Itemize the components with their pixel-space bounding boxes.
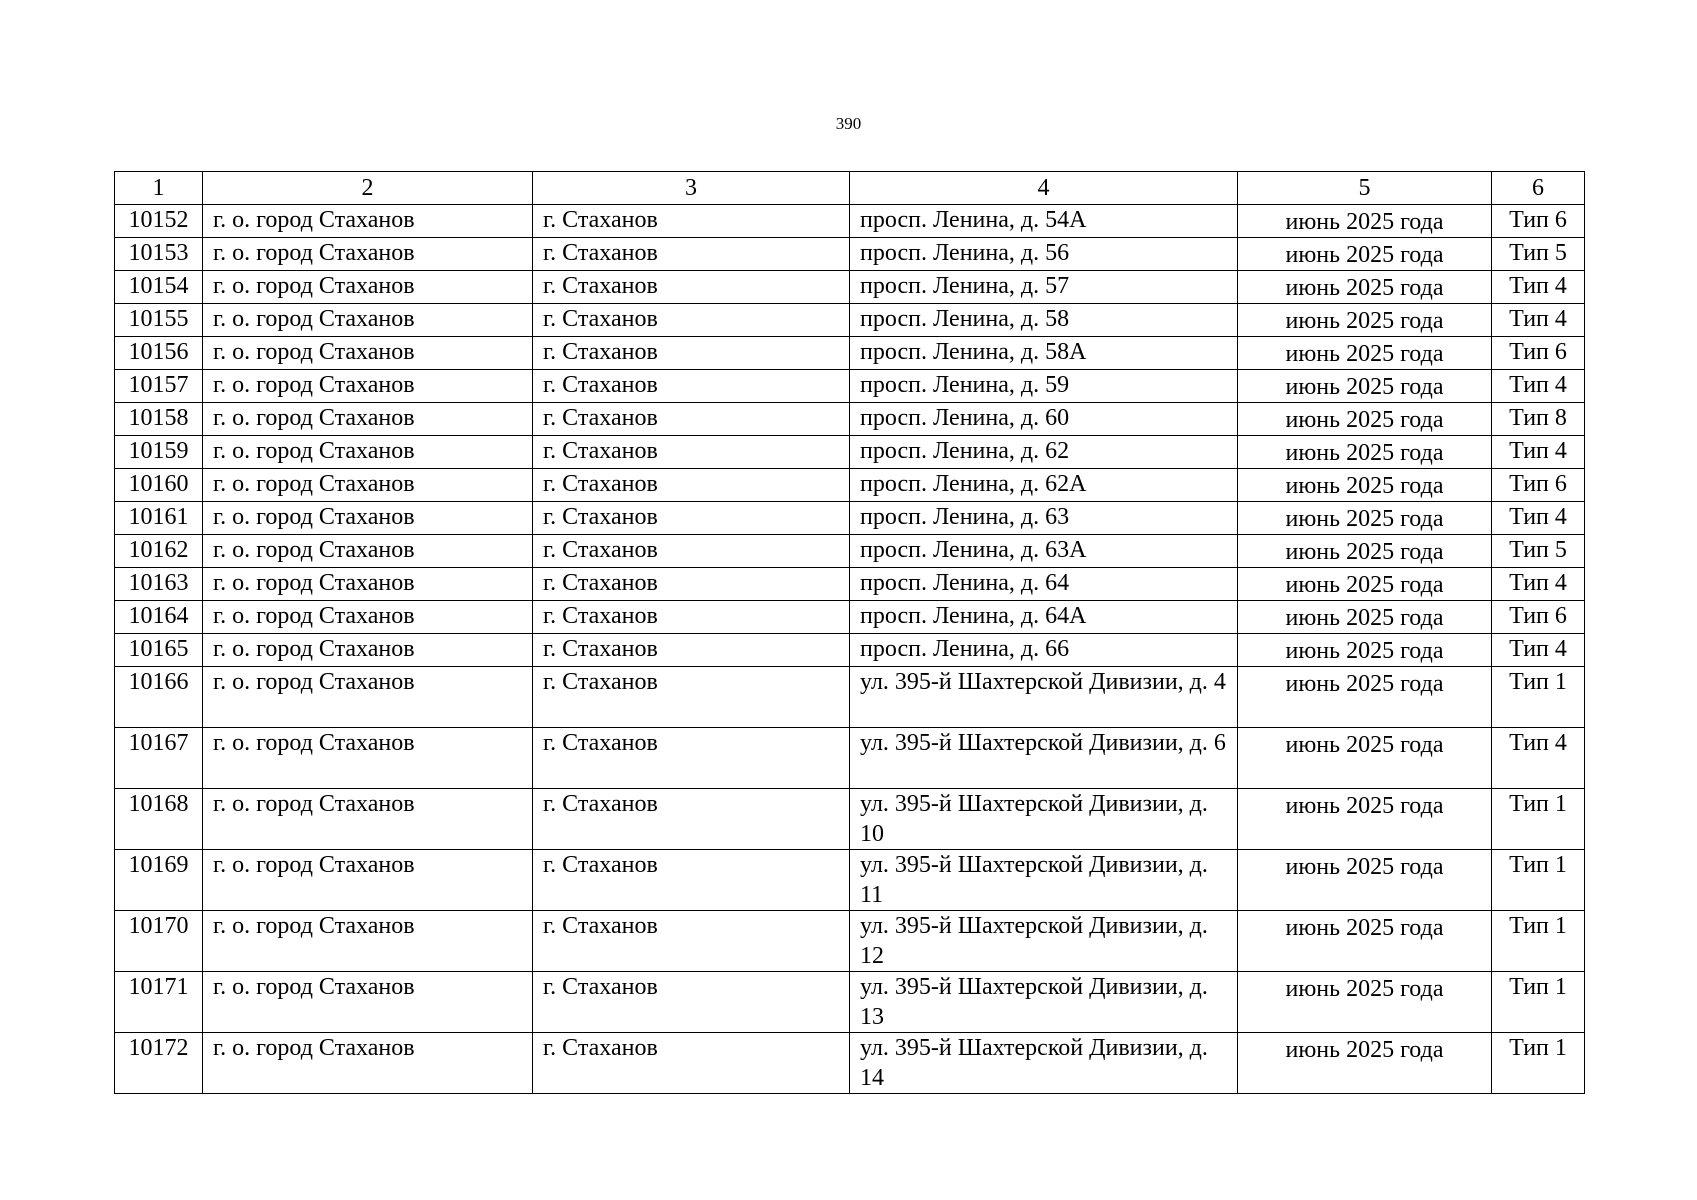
column-header-5: 5	[1238, 172, 1492, 205]
table-row	[115, 370, 1585, 403]
page-number: 390	[835, 114, 862, 133]
date-text: июнь 2025 года	[1285, 572, 1444, 598]
city-cell: г. Стаханов	[533, 667, 850, 728]
city-cell: г. Стаханов	[533, 1033, 850, 1094]
city-cell: г. Стаханов	[533, 789, 850, 850]
type-cell: Тип 4	[1492, 568, 1585, 601]
column-header-2: 2	[203, 172, 533, 205]
row-number-cell: 10152	[115, 205, 203, 238]
address-cell: ул. 395-й Шахтерской Дивизии, д. 4	[850, 667, 1238, 728]
date-text: июнь 2025 года	[1285, 440, 1444, 466]
date-text: июнь 2025 года	[1285, 1037, 1444, 1063]
row-number-cell: 10154	[115, 271, 203, 304]
district-cell: г. о. город Стаханов	[203, 789, 533, 850]
type-cell: Тип 6	[1492, 469, 1585, 502]
table-row	[115, 469, 1585, 502]
date-cell	[1238, 535, 1492, 568]
district-cell: г. о. город Стаханов	[203, 370, 533, 403]
district-cell: г. о. город Стаханов	[203, 304, 533, 337]
date-cell	[1238, 1033, 1492, 1094]
district-cell: г. о. город Стаханов	[203, 601, 533, 634]
row-number-cell: 10165	[115, 634, 203, 667]
type-cell: Тип 1	[1492, 789, 1585, 850]
address-cell: просп. Ленина, д. 58	[850, 304, 1238, 337]
district-cell: г. о. город Стаханов	[203, 337, 533, 370]
date-text: июнь 2025 года	[1285, 275, 1444, 301]
row-number-cell: 10161	[115, 502, 203, 535]
date-cell	[1238, 304, 1492, 337]
address-cell: просп. Ленина, д. 60	[850, 403, 1238, 436]
table-row	[115, 535, 1585, 568]
table-row	[115, 1033, 1585, 1094]
city-cell: г. Стаханов	[533, 535, 850, 568]
city-cell: г. Стаханов	[533, 205, 850, 238]
city-cell: г. Стаханов	[533, 370, 850, 403]
table-row	[115, 850, 1585, 911]
district-cell: г. о. город Стаханов	[203, 469, 533, 502]
type-cell: Тип 5	[1492, 535, 1585, 568]
date-cell	[1238, 972, 1492, 1033]
type-cell: Тип 1	[1492, 911, 1585, 972]
city-cell: г. Стаханов	[533, 337, 850, 370]
date-text: июнь 2025 года	[1285, 506, 1444, 532]
date-cell	[1238, 238, 1492, 271]
date-text: июнь 2025 года	[1285, 976, 1444, 1002]
address-cell: просп. Ленина, д. 56	[850, 238, 1238, 271]
district-cell: г. о. город Стаханов	[203, 972, 533, 1033]
table-row	[115, 728, 1585, 789]
type-cell: Тип 1	[1492, 1033, 1585, 1094]
district-cell: г. о. город Стаханов	[203, 568, 533, 601]
address-cell: ул. 395-й Шахтерской Дивизии, д. 11	[850, 850, 1238, 911]
type-cell: Тип 4	[1492, 634, 1585, 667]
row-number-cell: 10163	[115, 568, 203, 601]
date-text: июнь 2025 года	[1285, 638, 1444, 664]
city-cell: г. Стаханов	[533, 469, 850, 502]
city-cell: г. Стаханов	[533, 304, 850, 337]
table-body	[115, 205, 1585, 1094]
table-row	[115, 205, 1585, 238]
district-cell: г. о. город Стаханов	[203, 502, 533, 535]
table-row	[115, 911, 1585, 972]
district-cell: г. о. город Стаханов	[203, 634, 533, 667]
address-cell: просп. Ленина, д. 59	[850, 370, 1238, 403]
row-number-cell: 10162	[115, 535, 203, 568]
date-cell	[1238, 205, 1492, 238]
row-number-cell: 10159	[115, 436, 203, 469]
city-cell: г. Стаханов	[533, 634, 850, 667]
row-number-cell: 10172	[115, 1033, 203, 1094]
row-number-cell: 10156	[115, 337, 203, 370]
city-cell: г. Стаханов	[533, 568, 850, 601]
city-cell: г. Стаханов	[533, 972, 850, 1033]
date-cell	[1238, 271, 1492, 304]
address-cell: просп. Ленина, д. 62А	[850, 469, 1238, 502]
date-text: июнь 2025 года	[1285, 793, 1444, 819]
table-row	[115, 972, 1585, 1033]
type-cell: Тип 1	[1492, 972, 1585, 1033]
table-row	[115, 304, 1585, 337]
date-cell	[1238, 667, 1492, 728]
row-number-cell: 10170	[115, 911, 203, 972]
type-cell: Тип 1	[1492, 667, 1585, 728]
table-row	[115, 601, 1585, 634]
table-row	[115, 502, 1585, 535]
date-cell	[1238, 911, 1492, 972]
type-cell: Тип 4	[1492, 502, 1585, 535]
date-text: июнь 2025 года	[1285, 605, 1444, 631]
row-number-cell: 10169	[115, 850, 203, 911]
table-header	[115, 172, 1585, 205]
date-text: июнь 2025 года	[1285, 407, 1444, 433]
city-cell: г. Стаханов	[533, 238, 850, 271]
header-row	[115, 172, 1585, 205]
district-cell: г. о. город Стаханов	[203, 403, 533, 436]
date-cell	[1238, 502, 1492, 535]
address-cell: ул. 395-й Шахтерской Дивизии, д. 13	[850, 972, 1238, 1033]
date-cell	[1238, 403, 1492, 436]
column-header-6: 6	[1492, 172, 1585, 205]
date-text: июнь 2025 года	[1285, 915, 1444, 941]
date-text: июнь 2025 года	[1285, 209, 1444, 235]
date-text: июнь 2025 года	[1285, 854, 1444, 880]
register-table	[114, 171, 1585, 1094]
address-cell: просп. Ленина, д. 57	[850, 271, 1238, 304]
column-header-1: 1	[115, 172, 203, 205]
district-cell: г. о. город Стаханов	[203, 436, 533, 469]
table-row	[115, 436, 1585, 469]
table-row	[115, 271, 1585, 304]
date-text: июнь 2025 года	[1285, 341, 1444, 367]
type-cell: Тип 8	[1492, 403, 1585, 436]
district-cell: г. о. город Стаханов	[203, 1033, 533, 1094]
date-cell	[1238, 337, 1492, 370]
address-cell: ул. 395-й Шахтерской Дивизии, д. 14	[850, 1033, 1238, 1094]
city-cell: г. Стаханов	[533, 850, 850, 911]
date-cell	[1238, 850, 1492, 911]
address-cell: просп. Ленина, д. 54А	[850, 205, 1238, 238]
type-cell: Тип 6	[1492, 601, 1585, 634]
column-header-4: 4	[850, 172, 1238, 205]
type-cell: Тип 6	[1492, 205, 1585, 238]
row-number-cell: 10164	[115, 601, 203, 634]
address-cell: ул. 395-й Шахтерской Дивизии, д. 12	[850, 911, 1238, 972]
row-number-cell: 10168	[115, 789, 203, 850]
district-cell: г. о. город Стаханов	[203, 535, 533, 568]
type-cell: Тип 4	[1492, 304, 1585, 337]
row-number-cell: 10153	[115, 238, 203, 271]
type-cell: Тип 4	[1492, 728, 1585, 789]
address-cell: ул. 395-й Шахтерской Дивизии, д. 6	[850, 728, 1238, 789]
table-row	[115, 568, 1585, 601]
type-cell: Тип 6	[1492, 337, 1585, 370]
district-cell: г. о. город Стаханов	[203, 667, 533, 728]
district-cell: г. о. город Стаханов	[203, 850, 533, 911]
address-cell: просп. Ленина, д. 63А	[850, 535, 1238, 568]
row-number-cell: 10171	[115, 972, 203, 1033]
type-cell: Тип 4	[1492, 370, 1585, 403]
date-text: июнь 2025 года	[1285, 242, 1444, 268]
date-cell	[1238, 634, 1492, 667]
city-cell: г. Стаханов	[533, 436, 850, 469]
district-cell: г. о. город Стаханов	[203, 728, 533, 789]
table-row	[115, 238, 1585, 271]
district-cell: г. о. город Стаханов	[203, 238, 533, 271]
city-cell: г. Стаханов	[533, 502, 850, 535]
table-row	[115, 337, 1585, 370]
address-cell: ул. 395-й Шахтерской Дивизии, д. 10	[850, 789, 1238, 850]
address-cell: просп. Ленина, д. 58А	[850, 337, 1238, 370]
date-cell	[1238, 789, 1492, 850]
row-number-cell: 10157	[115, 370, 203, 403]
table-row	[115, 403, 1585, 436]
row-number-cell: 10158	[115, 403, 203, 436]
city-cell: г. Стаханов	[533, 601, 850, 634]
date-text: июнь 2025 года	[1285, 374, 1444, 400]
type-cell: Тип 4	[1492, 271, 1585, 304]
date-text: июнь 2025 года	[1285, 732, 1444, 758]
district-cell: г. о. город Стаханов	[203, 271, 533, 304]
type-cell: Тип 1	[1492, 850, 1585, 911]
district-cell: г. о. город Стаханов	[203, 911, 533, 972]
city-cell: г. Стаханов	[533, 911, 850, 972]
district-cell: г. о. город Стаханов	[203, 205, 533, 238]
type-cell: Тип 4	[1492, 436, 1585, 469]
row-number-cell: 10155	[115, 304, 203, 337]
date-text: июнь 2025 года	[1285, 671, 1444, 697]
date-text: июнь 2025 года	[1285, 308, 1444, 334]
date-cell	[1238, 601, 1492, 634]
address-cell: просп. Ленина, д. 66	[850, 634, 1238, 667]
city-cell: г. Стаханов	[533, 728, 850, 789]
address-cell: просп. Ленина, д. 64А	[850, 601, 1238, 634]
address-cell: просп. Ленина, д. 62	[850, 436, 1238, 469]
table-row	[115, 667, 1585, 728]
date-cell	[1238, 728, 1492, 789]
column-header-3: 3	[533, 172, 850, 205]
city-cell: г. Стаханов	[533, 403, 850, 436]
city-cell: г. Стаханов	[533, 271, 850, 304]
date-text: июнь 2025 года	[1285, 473, 1444, 499]
type-cell: Тип 5	[1492, 238, 1585, 271]
date-cell	[1238, 568, 1492, 601]
table-row	[115, 789, 1585, 850]
date-cell	[1238, 370, 1492, 403]
date-cell	[1238, 469, 1492, 502]
row-number-cell: 10167	[115, 728, 203, 789]
row-number-cell: 10166	[115, 667, 203, 728]
table-row	[115, 634, 1585, 667]
address-cell: просп. Ленина, д. 64	[850, 568, 1238, 601]
date-cell	[1238, 436, 1492, 469]
row-number-cell: 10160	[115, 469, 203, 502]
address-cell: просп. Ленина, д. 63	[850, 502, 1238, 535]
date-text: июнь 2025 года	[1285, 539, 1444, 565]
